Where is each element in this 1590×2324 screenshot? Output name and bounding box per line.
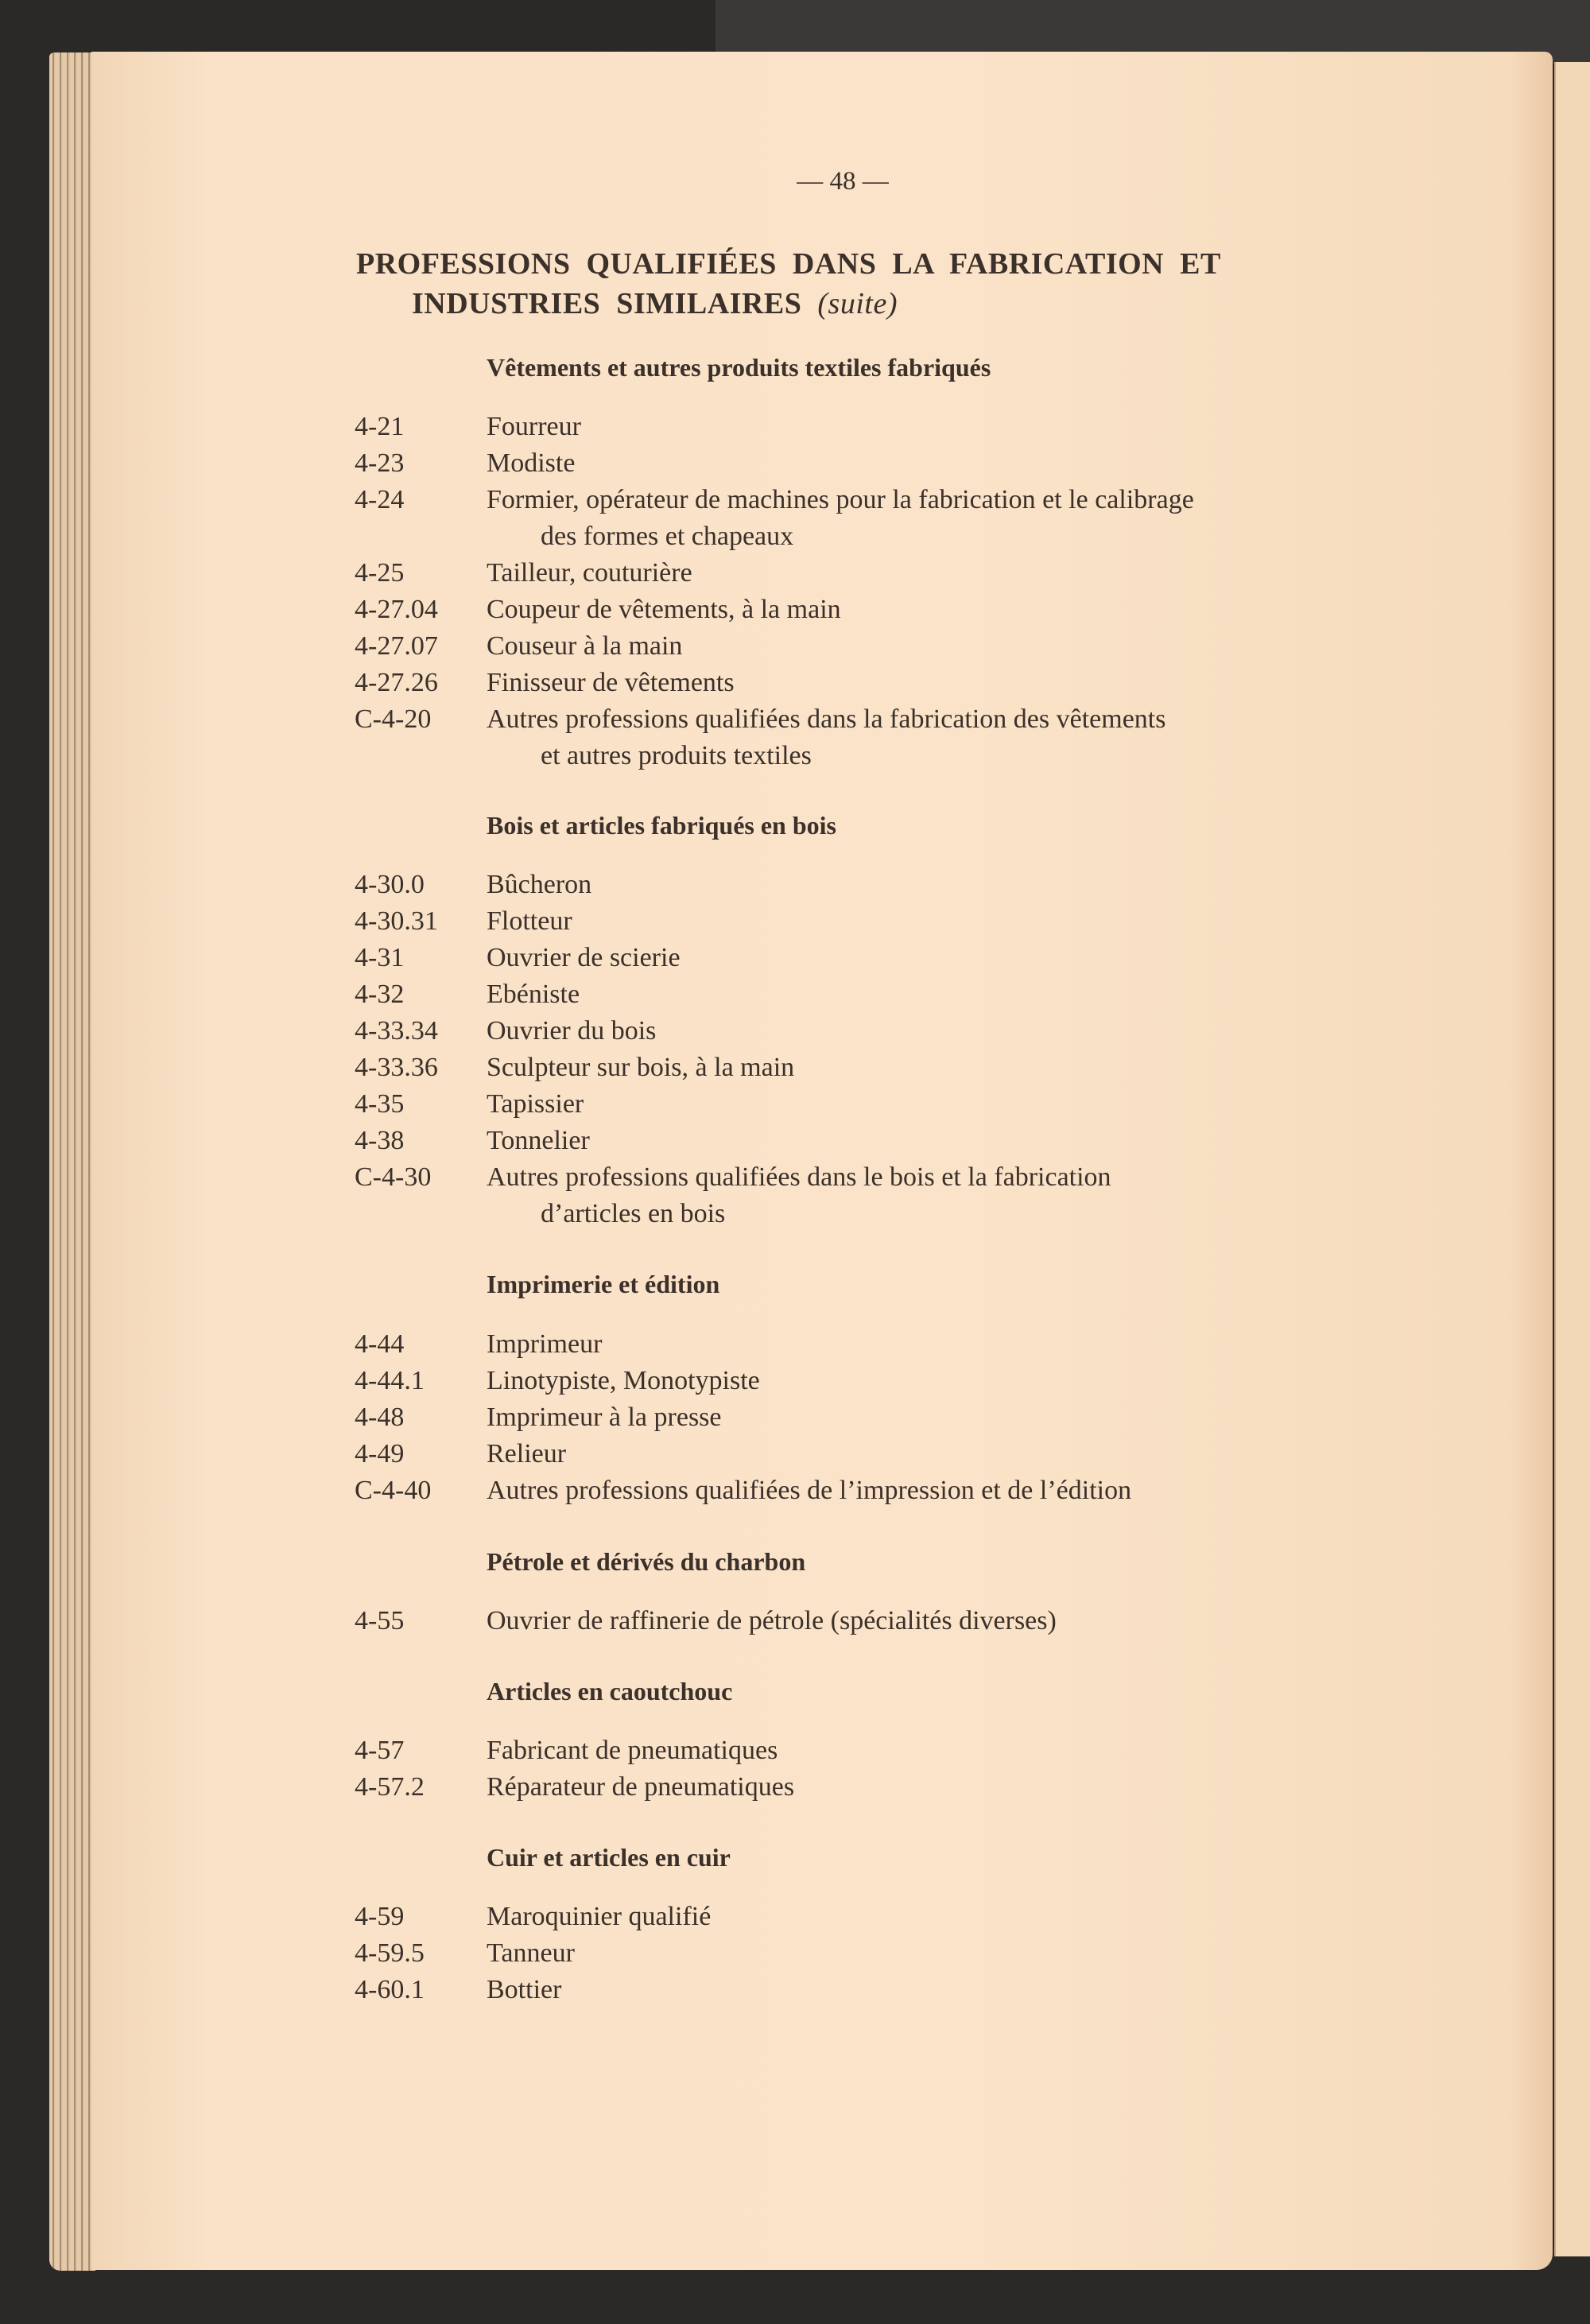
entry [355,592,1388,628]
entry-code: 4-27.26 [355,668,438,697]
entry [355,1899,1388,1935]
entry-code: 4-27.07 [355,631,438,661]
section-heading-petrole: Pétrole et dérivés du charbon [487,1547,806,1576]
title-suffix: (suite) [817,287,898,320]
entry [355,1436,1388,1472]
entry [355,445,1388,482]
entry-code: 4-44 [355,1329,405,1359]
entry [355,867,1388,903]
entry [355,976,1388,1013]
entry-label: Coupeur de vêtements, à la main [487,595,841,624]
entry-code: 4-48 [355,1403,405,1432]
entry [355,1399,1388,1436]
entry-code: 4-44.1 [355,1366,425,1395]
entry-code: 4-27.04 [355,595,438,624]
section-heading-vetements: Vêtements et autres produits textiles fabriqués [487,353,991,382]
entry-code: 4-57.2 [355,1772,425,1802]
entry-code: 4-33.34 [355,1016,438,1046]
entry [355,1972,1388,2008]
entry-label: Imprimeur à la presse [487,1403,722,1432]
entry-code: 4-57 [355,1736,405,1765]
title-line-2-text: INDUSTRIES SIMILAIRES [412,287,802,320]
entry-label: Modiste [487,448,576,478]
entry [355,1363,1388,1399]
entry [355,409,1388,445]
entry [355,701,1388,774]
entry-label: Finisseur de vêtements [487,668,735,697]
section-heading-caoutchouc: Articles en caoutchouc [487,1677,733,1705]
entry [355,940,1388,976]
entry-label: Flotteur [487,906,572,936]
entry [355,903,1388,940]
entry-continuation: d’articles en bois [541,1199,726,1228]
entry-label: Formier, opérateur de machines pour la fabrication et le calibrage [487,485,1194,514]
section-heading-cuir: Cuir et articles en cuir [487,1843,731,1872]
entry-label: Autres professions qualifiées dans le bois et la fabrication [487,1162,1111,1192]
entry-label: Tanneur [487,1938,575,1968]
entry-code: 4-59.5 [355,1938,425,1968]
entry-code: C-4-30 [355,1162,432,1192]
entry-code: 4-32 [355,980,405,1009]
entry-code: 4-49 [355,1439,405,1469]
entry-code: 4-59 [355,1902,405,1931]
entry-label: Autres professions qualifiées dans la fabrication des vêtements [487,704,1166,734]
entry-label: Linotypiste, Monotypiste [487,1366,760,1395]
entry [355,1159,1388,1232]
entry-label: Ouvrier de scierie [487,943,681,972]
entry-code: 4-30.31 [355,906,438,936]
entry-label: Tailleur, couturière [487,558,692,588]
entry-code: 4-21 [355,412,405,441]
entry-code: C-4-40 [355,1476,432,1505]
entry-code: 4-30.0 [355,870,425,899]
entry [355,555,1388,592]
entry [355,1086,1388,1123]
entry-label: Couseur à la main [487,631,683,661]
entry-label: Bûcheron [487,870,592,899]
entry [355,1326,1388,1363]
entry-code: 4-35 [355,1089,405,1119]
page-number: — 48 — [797,167,889,196]
entry [355,1472,1388,1509]
title-line-2 [356,284,1310,324]
entry-code: 4-33.36 [355,1053,438,1082]
entry-label: Bottier [487,1975,562,2004]
entry-label: Tonnelier [487,1126,590,1155]
entry-code: 4-31 [355,943,405,972]
entry-code: 4-23 [355,448,405,478]
entry-label: Sculpteur sur bois, à la main [487,1053,795,1082]
entry [355,1603,1388,1639]
page-title [356,244,1310,324]
entry-label: Ebéniste [487,980,580,1009]
title-line-1: PROFESSIONS QUALIFIÉES DANS LA FABRICATION ET [356,247,1221,281]
entry [355,665,1388,701]
entry-label: Réparateur de pneumatiques [487,1772,795,1802]
entry-code: 4-55 [355,1606,405,1635]
entry-continuation: des formes et chapeaux [541,522,794,551]
entry [355,1935,1388,1972]
entry-label: Autres professions qualifiées de l’impression et de l’édition [487,1476,1132,1505]
entry-label: Ouvrier de raffinerie de pétrole (spécialités diverses) [487,1606,1057,1635]
entry-label: Ouvrier du bois [487,1016,657,1046]
entry-code: 4-24 [355,485,405,514]
entry-label: Imprimeur [487,1329,603,1359]
entry-code: C-4-20 [355,704,432,734]
entry-label: Maroquinier qualifié [487,1902,712,1931]
entry [355,1013,1388,1049]
entry-label: Fourreur [487,412,581,441]
entry-label: Fabricant de pneumatiques [487,1736,778,1765]
entry-code: 4-38 [355,1126,405,1155]
entry [355,482,1388,555]
entry [355,1123,1388,1159]
entry-label: Relieur [487,1439,567,1469]
section-heading-bois: Bois et articles fabriqués en bois [487,811,836,840]
entry [355,1769,1388,1806]
entry [355,1732,1388,1769]
section-heading-imprimerie: Imprimerie et édition [487,1270,720,1298]
entry-code: 4-25 [355,558,405,588]
entry [355,1049,1388,1086]
entry-label: Tapissier [487,1089,584,1119]
entry-code: 4-60.1 [355,1975,425,2004]
entry-continuation: et autres produits textiles [541,741,812,770]
entry [355,628,1388,665]
